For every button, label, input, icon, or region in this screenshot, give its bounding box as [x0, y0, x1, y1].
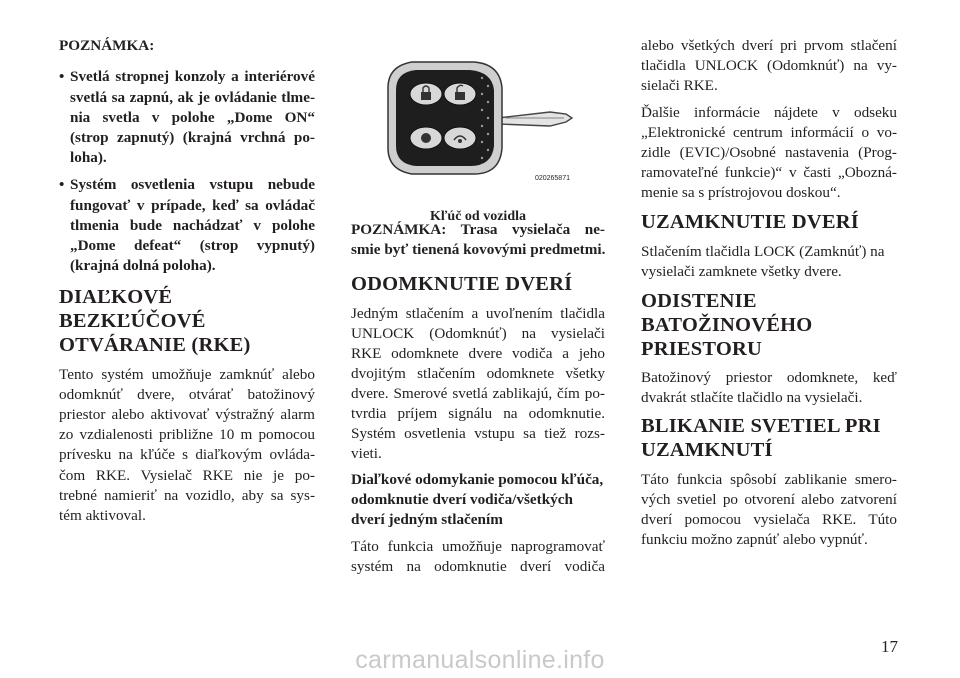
bullet-marker: • — [59, 176, 65, 193]
key-fob-illustration — [378, 48, 578, 188]
bullet2-line: Systém osvetlenia vstupu nebude — [70, 176, 315, 193]
paragraph-line: funkciu možno zapnúť alebo vypnúť. — [641, 531, 868, 548]
paragraph-line: vieti. — [351, 445, 382, 462]
paragraph-line: dvakrát stlačíte tlačidlo na vysielači. — [641, 389, 863, 406]
subheading-line: Diaľkové odomykanie pomocou kľúča, — [351, 471, 604, 488]
paragraph-line: vysielači zamknete všetky dvere. — [641, 263, 842, 280]
paragraph-line: priestor alebo aktivovať výstražný alarm — [59, 406, 315, 423]
section-title: UZAMKNUTIE DVERÍ — [641, 211, 859, 233]
section-title: ODOMKNUTIE DVERÍ — [351, 273, 573, 295]
figure-code: 020265871 — [534, 175, 570, 182]
key-fob-figure — [378, 48, 578, 188]
paragraph-line: odomknúť dvere, otvárať batožinový — [59, 386, 315, 403]
paragraph-line: dvere. Smerové svetlá zablikajú, čím po- — [351, 385, 605, 402]
bullet2-line: tlmenia bude nachádzať v polohe — [70, 217, 315, 234]
paragraph-line: Ďalšie informácie nájdete v odseku — [641, 104, 897, 121]
bullet1-line: svetlá sa zapnú, ak je ovládanie tlme- — [70, 89, 315, 106]
paragraph-line: RKE odomknete dvere vodiča a jeho — [351, 345, 605, 362]
paragraph-line: zo vzdialenosti približne 10 m pomocou — [59, 426, 315, 443]
paragraph-line: alebo všetkých dverí pri prvom stlačení — [641, 37, 897, 54]
paragraph-line: Tento systém umožňuje zamknúť alebo — [59, 366, 315, 383]
paragraph-line: Táto funkcia umožňuje naprogramovať — [351, 538, 605, 555]
paragraph-line: menie sa s prístrojovou doskou“. — [641, 184, 841, 201]
bullet2-line: (krajná dolná poloha). — [70, 257, 216, 274]
note-heading: POZNÁMKA: — [59, 37, 155, 54]
paragraph-line: „Elektronické centrum informácií o vo- — [641, 124, 897, 141]
bullet1-line: loha). — [70, 149, 107, 166]
paragraph-line: Jedným stlačením a uvoľnením tlačidla — [351, 305, 605, 322]
paragraph-line: tvrdia príjem signálu na odomknutie. — [351, 405, 605, 422]
section-title: OTVÁRANIE (RKE) — [59, 334, 251, 356]
bullet2-line: fungovať v prípade, keď sa ovládač — [70, 197, 315, 214]
section-title: ODISTENIE — [641, 290, 757, 312]
subheading-line: dverí jedným stlačením — [351, 511, 503, 528]
paragraph-line: čom RKE. Vysielač RKE nie je po- — [59, 467, 315, 484]
page-number: 17 — [881, 637, 898, 656]
bullet1-line: Svetlá stropnej konzoly a interiérové — [70, 68, 315, 85]
paragraph-line: tlačidla UNLOCK (Odomknúť) na vy- — [641, 57, 897, 74]
paragraph-line: Systém osvetlenia vstupu sa tiež rozs- — [351, 425, 605, 442]
section-title: BLIKANIE SVETIEL PRI — [641, 415, 881, 437]
section-title: BATOŽINOVÉHO — [641, 314, 813, 336]
paragraph-line: dverí pomocou vysielača RKE. Túto — [641, 511, 897, 528]
note-line: smie byť tienená kovovými predmetmi. — [351, 241, 606, 258]
note-line: POZNÁMKA: Trasa vysielača ne- — [351, 221, 605, 238]
figure-caption: Kľúč od vozidla — [429, 209, 527, 224]
bullet2-line: „Dome defeat“ (strop vypnutý) — [70, 237, 315, 254]
paragraph-line: UNLOCK (Odomknúť) na vysielači — [351, 325, 605, 342]
bullet1-line: nia svetla v polohe „Dome ON“ — [70, 109, 315, 126]
section-title: UZAMKNUTÍ — [641, 439, 773, 461]
paragraph-line: ramovateľné funkcie)“ v časti „Obozná- — [641, 164, 897, 181]
section-title: BEZKĽÚČOVÉ — [59, 310, 206, 332]
paragraph-line: zidle (EVIC)/Osobné nastavenia (Prog- — [641, 144, 897, 161]
bullet1-line: (strop zapnutý) (krajná vrchná po- — [70, 129, 315, 146]
paragraph-line: tém aktivoval. — [59, 507, 146, 524]
section-title: PRIESTORU — [641, 338, 763, 360]
paragraph-line: sielači RKE. — [641, 77, 718, 94]
paragraph-line: vých svetiel po otvorení alebo zatvorení — [641, 491, 897, 508]
paragraph-line: prívesku na kľúče s diaľkovým ovláda- — [59, 446, 315, 463]
paragraph-line: Stlačením tlačidla LOCK (Zamknúť) na — [641, 243, 885, 260]
subheading-line: odomknutie dverí vodiča/všetkých — [351, 491, 573, 508]
paragraph-line: Táto funkcia spôsobí zablikanie smero- — [641, 471, 897, 488]
paragraph-line: Batožinový priestor odomknete, keď — [641, 369, 897, 386]
paragraph-line: systém na odomknutie dverí vodiča — [351, 558, 605, 575]
paragraph-line: dvojitým stlačením odomknete všetky — [351, 365, 605, 382]
section-title: DIAĽKOVÉ — [59, 286, 173, 308]
watermark: carmanualsonline.info — [355, 646, 605, 674]
paragraph-line: trebné namieriť na vozidlo, aby sa sys- — [59, 487, 315, 504]
bullet-marker: • — [59, 68, 65, 85]
